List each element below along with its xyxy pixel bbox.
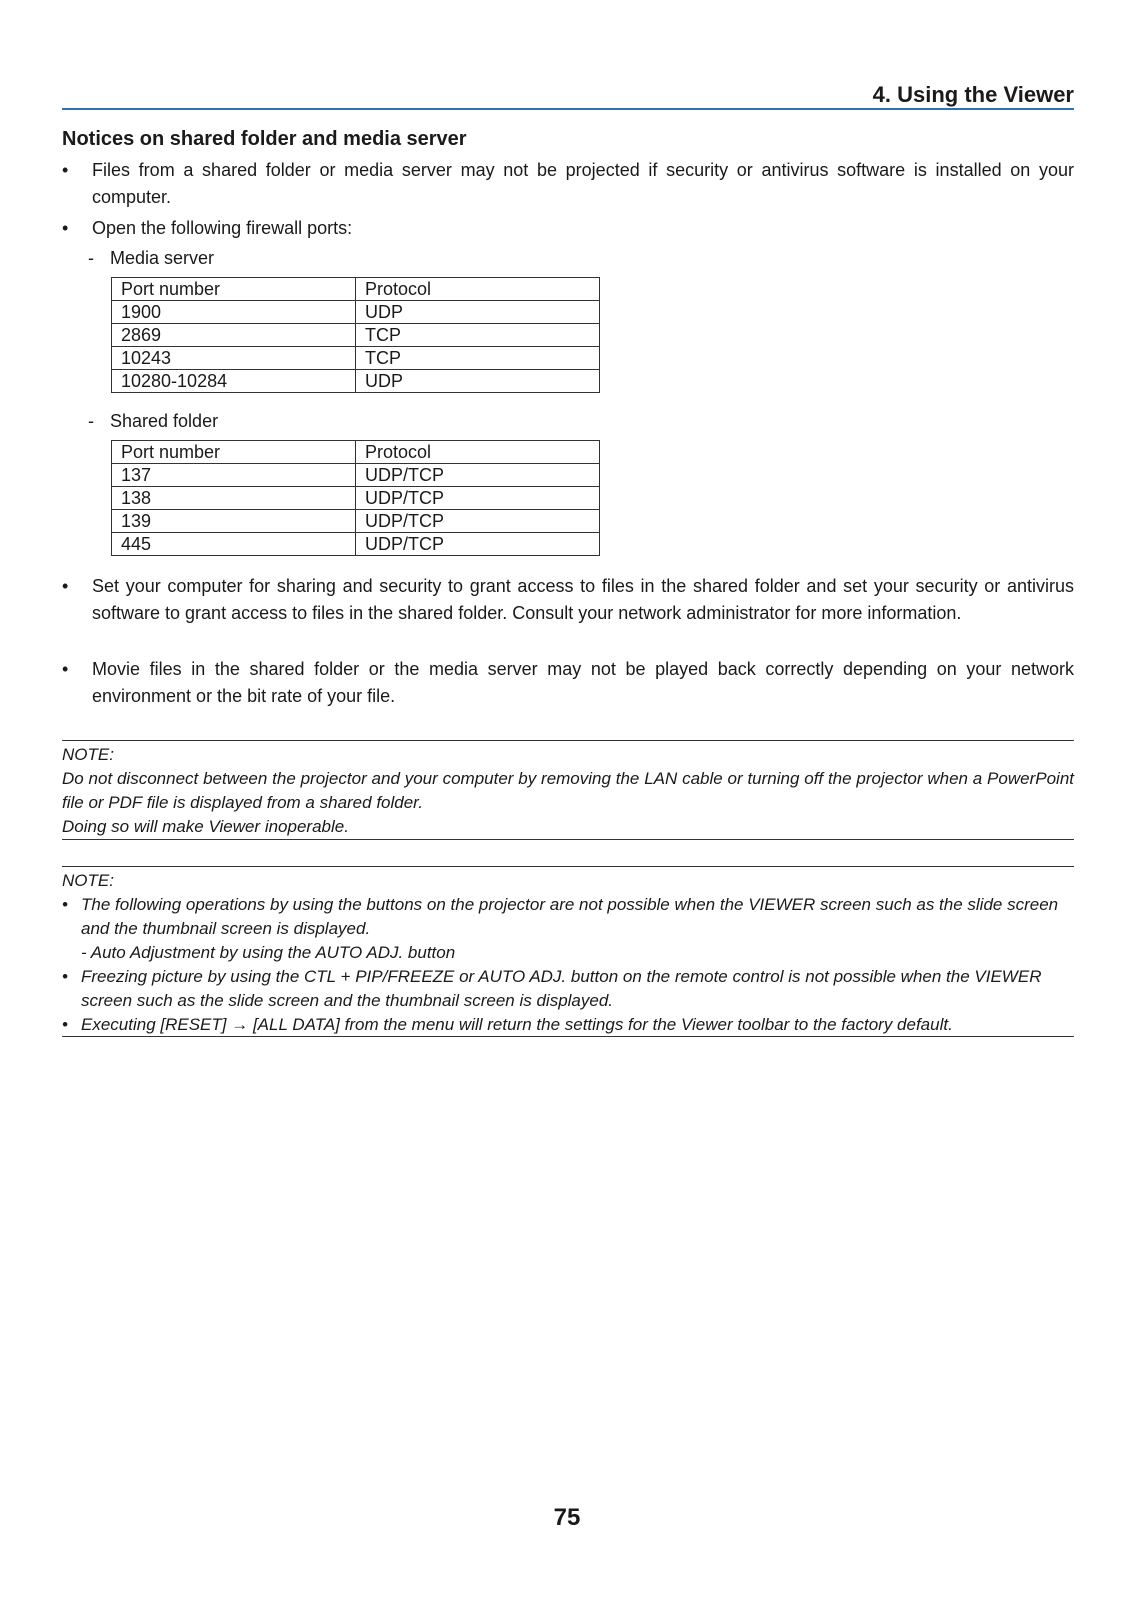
table-header-row <box>112 441 600 464</box>
note-item-text: Freezing picture by using the CTL + PIP/FREEZE or AUTO ADJ. button on the remote control is not possible when the VIEWER screen such as the slide screen and the thumbnail screen is displayed. <box>81 967 1042 1010</box>
note-item-text: Executing [RESET] → [ALL DATA] from the menu will return the settings for the Viewer toolbar to the factory default. <box>81 1015 953 1034</box>
table-row <box>112 510 600 533</box>
shared-folder-text: Shared folder <box>110 411 219 431</box>
section-title: Notices on shared folder and media server <box>62 128 467 150</box>
note-item <box>62 893 1074 941</box>
table-row <box>112 533 600 556</box>
note-title: NOTE: <box>62 745 114 764</box>
protocol-cell: UDP/TCP <box>356 464 600 487</box>
port-cell: 137 <box>112 464 356 487</box>
port-cell: 139 <box>112 510 356 533</box>
table-row <box>112 347 600 370</box>
chapter-header: 4. Using the Viewer <box>62 80 1074 110</box>
media-server-table <box>111 277 600 393</box>
bullet-text: Files from a shared folder or media server may not be projected if security or antivirus software is installed on your computer. <box>92 160 1074 207</box>
bullet-mark: • <box>62 895 68 914</box>
table-row <box>112 324 600 347</box>
note-item <box>62 1013 1074 1037</box>
header-cell: Protocol <box>356 278 600 301</box>
note-box-operations <box>62 866 1074 1037</box>
bullet-text: Open the following firewall ports: <box>92 218 353 238</box>
header-cell: Port number <box>112 441 356 464</box>
shared-folder-label <box>88 409 218 433</box>
protocol-cell: UDP <box>356 301 600 324</box>
table-row <box>112 370 600 393</box>
bullet-mark: • <box>62 160 69 180</box>
bullet-text: Set your computer for sharing and security to grant access to files in the shared folder and set your security or antivirus software to grant access to files in the shared folder. Consult your network administrator for more information. <box>92 576 1074 623</box>
table-row <box>112 464 600 487</box>
dash-mark: - <box>88 411 94 431</box>
table-header-row <box>112 278 600 301</box>
note-text: Doing so will make Viewer inoperable. <box>62 817 349 836</box>
note-item-text: The following operations by using the buttons on the projector are not possible when the VIEWER screen such as the slide screen and the thumbnail screen is displayed. <box>81 895 1059 938</box>
bullet-sharing <box>62 573 1074 626</box>
bullet-firewall <box>62 215 1074 242</box>
note-box-disconnect <box>62 740 1074 840</box>
header-cell: Protocol <box>356 441 600 464</box>
note-subitem: - Auto Adjustment by using the AUTO ADJ. button <box>81 943 456 962</box>
port-cell: 2869 <box>112 324 356 347</box>
dash-mark: - <box>88 248 94 268</box>
protocol-cell: UDP/TCP <box>356 487 600 510</box>
port-cell: 1900 <box>112 301 356 324</box>
protocol-cell: UDP/TCP <box>356 533 600 556</box>
bullet-mark: • <box>62 1015 68 1034</box>
port-cell: 10280-10284 <box>112 370 356 393</box>
media-server-label <box>88 246 214 270</box>
media-server-text: Media server <box>110 248 215 268</box>
protocol-cell: UDP <box>356 370 600 393</box>
bullet-security <box>62 157 1074 210</box>
table-row <box>112 301 600 324</box>
protocol-cell: TCP <box>356 324 600 347</box>
port-cell: 10243 <box>112 347 356 370</box>
bullet-mark: • <box>62 218 69 238</box>
port-cell: 138 <box>112 487 356 510</box>
note-title: NOTE: <box>62 871 114 890</box>
note-item <box>62 965 1074 1013</box>
shared-folder-table <box>111 440 600 556</box>
note-text: Do not disconnect between the projector and your computer by removing the LAN cable or turning off the projector when a PowerPoint file or PDF file is displayed from a shared folder. <box>62 769 1074 812</box>
protocol-cell: TCP <box>356 347 600 370</box>
bullet-text: Movie files in the shared folder or the media server may not be played back correctly depending on your network environment or the bit rate of your file. <box>92 659 1074 706</box>
bullet-movie <box>62 656 1074 709</box>
bullet-mark: • <box>62 967 68 986</box>
bullet-mark: • <box>62 659 69 679</box>
port-cell: 445 <box>112 533 356 556</box>
header-cell: Port number <box>112 278 356 301</box>
table-row <box>112 487 600 510</box>
protocol-cell: UDP/TCP <box>356 510 600 533</box>
page-number: 75 <box>553 1504 581 1531</box>
bullet-mark: • <box>62 576 69 596</box>
